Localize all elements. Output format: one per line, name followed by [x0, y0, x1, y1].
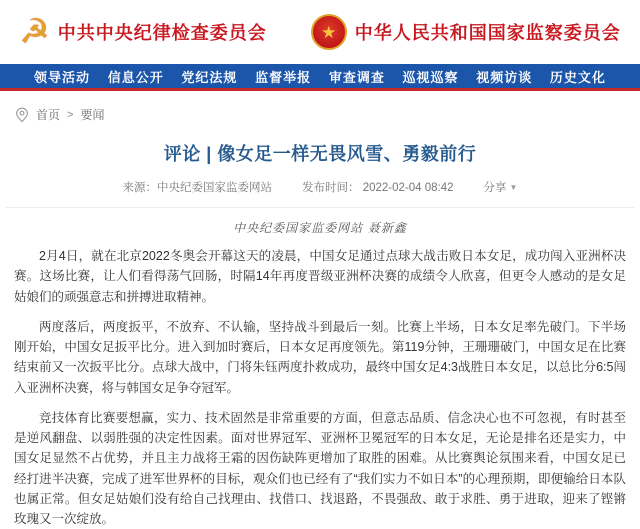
article	[0, 140, 640, 529]
article-meta	[0, 179, 640, 195]
nav-item-supervision-report[interactable]: 监督举报	[255, 69, 312, 85]
breadcrumb-current[interactable]: 要闻	[80, 108, 105, 122]
article-source: 来源：中央纪委国家监委网站	[122, 182, 273, 194]
nav-item-info-disclosure[interactable]: 信息公开	[107, 69, 164, 85]
article-paragraph-3: 竞技体育比赛要想赢，实力、技术固然是非常重要的方面，但意志品质、信念决心也不可忽视，有时甚至是逆风翻盘、以弱胜强的决定性因素。面对世界冠军、亚洲杯卫冕冠军的日本女足，无论是排名还是实力，中国女足显然不占优势，并且主力战将王霜的因伤缺阵更增加了取胜的困难。从比赛舆论氛围来看，中国女足已经打进半决赛，完成了进军世界杯的目标，观众们也已经有了“我们实力不如日本”的心理预期，即便输给日本队也属正常。但女足姑娘们没有给自己找理由、找借口、找退路，不畏强敌、敢于求胜、勇于进取，迎来了铿锵玫瑰又一次绽放。	[14, 410, 626, 526]
main-nav	[0, 64, 640, 91]
nsc-org-name: 中华人民共和国国家监察委员会	[354, 23, 621, 43]
breadcrumb-separator: >	[67, 108, 74, 121]
meta-divider	[6, 207, 634, 208]
article-paragraph-2: 两度落后，两度扳平，不放弃、不认输，坚持战斗到最后一刻。比赛上半场，日本女足率先破门。下半场刚开始，中国女足扳平比分。进入到加时赛后，日本女足再度领先。第119分钟，王珊珊破门，中国女足在比赛结束前又一次扳平比分。点球大战中，门将朱钰两度扑救成功，最终中国女足4:3战胜日本女足，以总比分6:5闯入亚洲杯决赛，将与韩国女足争夺冠军。	[14, 319, 626, 395]
article-body	[0, 246, 640, 529]
ccdi-org-name: 中共中央纪律检查委员会	[57, 23, 267, 43]
share-caret-icon: ▼	[509, 182, 518, 192]
national-emblem-icon	[311, 14, 347, 50]
article-title: 评论 | 像女足一样无畏风雪、勇毅前行	[163, 144, 477, 164]
share-button[interactable]	[484, 179, 518, 195]
nav-item-leadership[interactable]: 领导活动	[34, 69, 91, 85]
location-pin-icon	[15, 107, 29, 123]
breadcrumb	[15, 106, 640, 123]
ccdi-logo-group[interactable]	[19, 15, 266, 49]
party-emblem-icon: ☭	[19, 13, 50, 51]
article-paragraph-1: 2月4日，就在北京2022冬奥会开幕这天的凌晨，中国女足通过点球大战击败日本女足，成功闯入亚洲杯决赛。这场比赛，让人们看得荡气回肠，时隔14年再度晋级亚洲杯决赛的成绩令人欣喜，但更令人感动的是女足姑娘们的顽强意志和拼搏进取精神。	[14, 249, 626, 304]
nav-item-video-interview[interactable]: 视频访谈	[476, 69, 533, 85]
nav-item-history-culture[interactable]: 历史文化	[549, 69, 606, 85]
share-label: 分享	[483, 182, 507, 194]
breadcrumb-home[interactable]: 首页	[36, 108, 61, 122]
article-byline: 中央纪委国家监委网站 聂新鑫	[233, 221, 407, 235]
article-publish-time: 发布时间： 2022-02-04 08:42	[302, 182, 454, 194]
nav-item-investigation[interactable]: 审查调查	[328, 69, 385, 85]
site-header	[0, 0, 640, 64]
nav-item-inspection[interactable]: 巡视巡察	[402, 69, 459, 85]
national-emblem-star: ★	[321, 22, 337, 42]
nsc-logo-group[interactable]	[311, 14, 621, 50]
nav-item-party-regulations[interactable]: 党纪法规	[181, 69, 238, 85]
